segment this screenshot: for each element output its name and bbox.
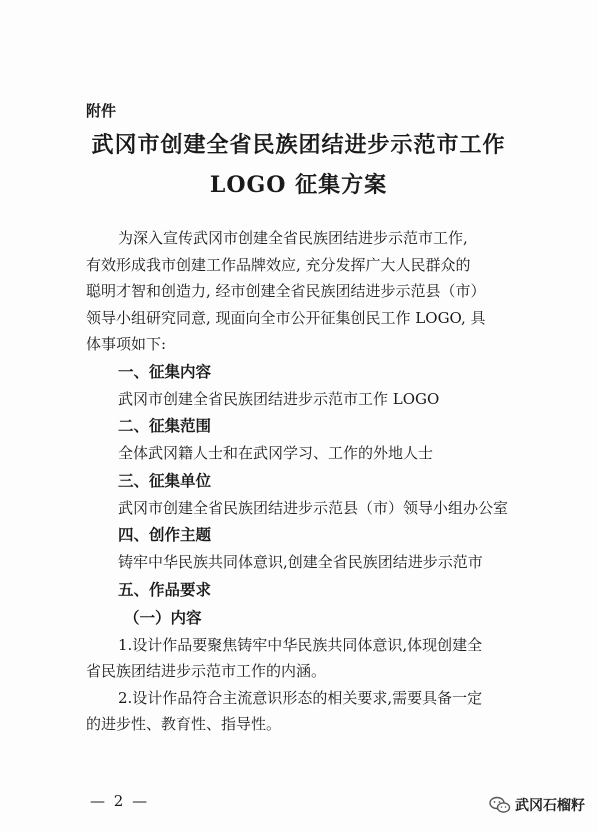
section-text-1: 武冈市创建全省民族团结进步示范市工作 LOGO — [118, 389, 440, 408]
title-line-2: LOGO 征集方案 — [209, 172, 388, 198]
requirement-item-2-line-1: 2.设计作品符合主流意识形态的相关要求,需要具备一定 — [118, 688, 483, 707]
section-heading-1: 一、征集内容 — [118, 362, 212, 381]
intro-line: 聪明才智和创造力, 经市创建全省民族团结进步示范县（市） — [86, 282, 486, 300]
section-text-3: 武冈市创建全省民族团结进步示范县（市）领导小组办公室 — [118, 498, 509, 517]
requirement-item-1-line-2: 省民族团结进步示范市工作的内涵。 — [86, 662, 327, 680]
section-heading-5: 五、作品要求 — [118, 580, 212, 599]
section-heading-2: 二、征集范围 — [118, 417, 212, 435]
intro-line: 为深入宣传武冈市创建全省民族团结进步示范市工作, — [118, 229, 468, 247]
intro-line: 领导小组研究同意, 现面向全市公开征集创民工作 LOGO, 具 — [86, 308, 486, 327]
account-watermark — [489, 795, 585, 815]
document-body — [86, 225, 526, 738]
page-number: — 2 — — [90, 792, 150, 810]
requirement-item-2-line-2: 的进步性、教育性、指导性。 — [86, 715, 282, 733]
attachment-label: 附件 — [86, 102, 117, 120]
requirement-item-1-line-1: 1.设计作品要聚焦铸牢中华民族共同体意识,体现创建全 — [118, 635, 483, 654]
intro-line: 体事项如下: — [86, 335, 167, 353]
intro-line: 有效形成我市创建工作品牌效应, 充分发挥广大人民群众的 — [86, 255, 471, 274]
section-heading-3: 三、征集单位 — [118, 471, 212, 490]
section-text-4: 铸牢中华民族共同体意识,创建全省民族团结进步示范市 — [118, 553, 483, 571]
section-heading-4: 四、创作主题 — [118, 526, 212, 544]
wechat-icon — [489, 796, 511, 814]
watermark-text: 武冈石榴籽 — [515, 798, 585, 814]
section-text-2: 全体武冈籍人士和在武冈学习、工作的外地人士 — [118, 444, 434, 462]
title-line-1: 武冈市创建全省民族团结进步示范市工作 — [91, 132, 506, 158]
subsection-heading: （一）内容 — [124, 608, 202, 627]
